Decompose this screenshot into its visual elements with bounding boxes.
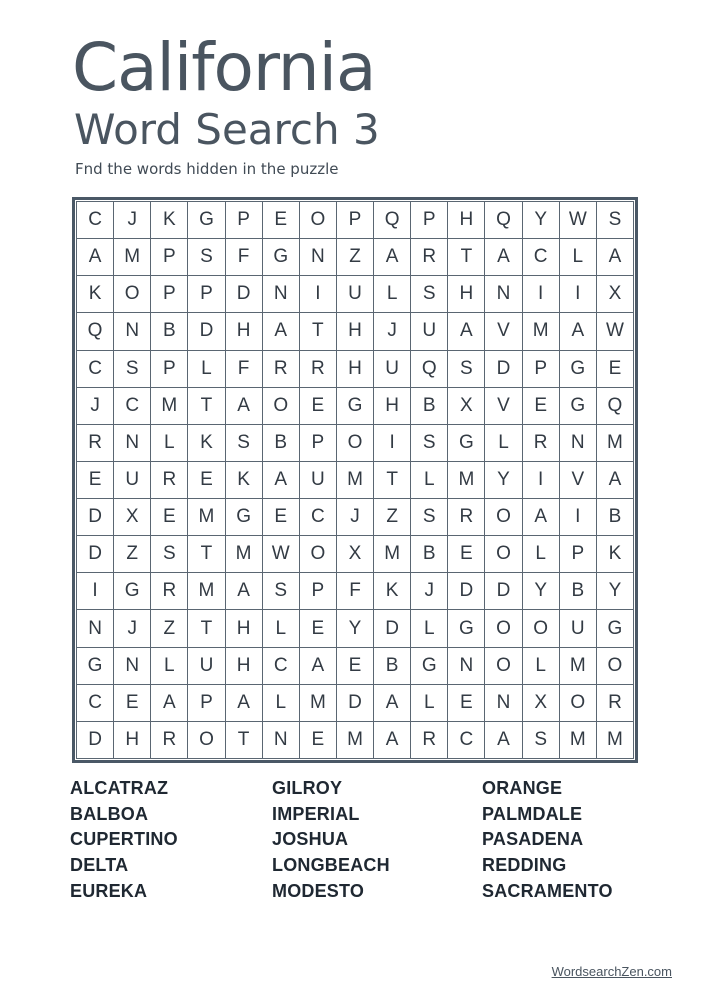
grid-cell[interactable]: C — [523, 239, 560, 276]
grid-cell[interactable]: L — [374, 276, 411, 313]
grid-cell[interactable]: R — [411, 722, 448, 759]
word-item: PASADENA — [482, 829, 584, 850]
grid-cell[interactable]: D — [374, 610, 411, 647]
word-item: MODESTO — [272, 880, 365, 901]
grid-cell[interactable]: A — [263, 462, 300, 499]
grid-cell[interactable]: K — [151, 202, 188, 239]
grid-cell[interactable]: I — [523, 462, 560, 499]
grid-cell[interactable]: T — [188, 388, 225, 425]
grid-cell[interactable]: V — [560, 462, 597, 499]
grid-cell[interactable]: L — [411, 685, 448, 722]
grid-cell[interactable]: R — [411, 239, 448, 276]
grid-cell[interactable]: B — [151, 313, 188, 350]
grid-cell[interactable]: E — [523, 388, 560, 425]
grid-cell[interactable]: Q — [597, 388, 634, 425]
grid-cell[interactable]: L — [523, 648, 560, 685]
grid-cell[interactable]: G — [411, 648, 448, 685]
grid-cell[interactable]: M — [597, 722, 634, 759]
grid-cell[interactable]: C — [114, 388, 151, 425]
grid-cell[interactable]: M — [560, 648, 597, 685]
grid-cell[interactable]: C — [77, 685, 114, 722]
grid-cell[interactable]: Q — [77, 313, 114, 350]
grid-cell[interactable]: F — [337, 573, 374, 610]
grid-cell[interactable]: A — [263, 313, 300, 350]
grid-cell[interactable]: O — [485, 536, 522, 573]
grid-cell[interactable]: M — [374, 536, 411, 573]
site-link[interactable]: WordsearchZen.com — [551, 964, 672, 979]
word-column — [272, 776, 482, 905]
grid-cell[interactable]: E — [337, 648, 374, 685]
grid-cell[interactable]: H — [226, 610, 263, 647]
word-item: LONGBEACH — [272, 855, 390, 876]
grid-cell[interactable]: C — [300, 499, 337, 536]
grid-cell[interactable]: D — [485, 351, 522, 388]
grid-cell[interactable]: H — [226, 648, 263, 685]
grid-cell[interactable]: W — [597, 313, 634, 350]
grid-cell[interactable]: Z — [151, 610, 188, 647]
grid-cell[interactable]: A — [523, 499, 560, 536]
word-item: GILROY — [272, 778, 343, 798]
grid-cell[interactable]: U — [411, 313, 448, 350]
grid-cell[interactable]: M — [226, 536, 263, 573]
grid-cell[interactable]: M — [448, 462, 485, 499]
word-item: IMPERIAL — [272, 803, 360, 824]
word-list — [70, 776, 650, 905]
grid-cell[interactable]: J — [114, 202, 151, 239]
grid-cell[interactable]: A — [448, 313, 485, 350]
grid-cell[interactable]: G — [114, 573, 151, 610]
grid-cell[interactable]: B — [597, 499, 634, 536]
grid-cell[interactable]: G — [448, 425, 485, 462]
page-subtitle: Word Search 3 — [74, 105, 380, 154]
grid-cell[interactable]: H — [337, 313, 374, 350]
grid-cell[interactable]: A — [226, 573, 263, 610]
grid-cell[interactable]: T — [300, 313, 337, 350]
grid-cell[interactable]: S — [448, 351, 485, 388]
grid-cell[interactable]: S — [523, 722, 560, 759]
grid-cell[interactable]: M — [188, 499, 225, 536]
grid-cell[interactable]: H — [448, 202, 485, 239]
grid-cell[interactable]: E — [188, 462, 225, 499]
grid-cell[interactable]: O — [485, 648, 522, 685]
grid-cell[interactable]: R — [151, 573, 188, 610]
grid-cell[interactable]: O — [300, 202, 337, 239]
grid-cell[interactable]: A — [597, 239, 634, 276]
grid-cell[interactable]: X — [597, 276, 634, 313]
grid-cell[interactable]: P — [151, 239, 188, 276]
word-item: JOSHUA — [272, 829, 349, 850]
grid-cell[interactable]: L — [151, 648, 188, 685]
grid-cell[interactable]: U — [188, 648, 225, 685]
grid-cell[interactable]: C — [77, 202, 114, 239]
grid-cell[interactable]: I — [374, 425, 411, 462]
grid-cell[interactable]: E — [263, 202, 300, 239]
grid-cell[interactable]: D — [337, 685, 374, 722]
grid-cell[interactable]: X — [337, 536, 374, 573]
instructions-text: Fnd the words hidden in the puzzle — [75, 160, 339, 178]
grid-cell[interactable]: A — [226, 685, 263, 722]
grid-cell[interactable]: M — [337, 722, 374, 759]
grid-cell[interactable]: P — [523, 351, 560, 388]
word-item: BALBOA — [70, 803, 149, 824]
grid-cell[interactable]: O — [560, 685, 597, 722]
grid-cell[interactable]: Y — [485, 462, 522, 499]
grid-cell[interactable]: D — [485, 573, 522, 610]
grid-cell[interactable]: X — [114, 499, 151, 536]
word-column — [70, 776, 272, 905]
grid-cell[interactable]: A — [77, 239, 114, 276]
grid-cell[interactable]: M — [523, 313, 560, 350]
grid-cell[interactable]: T — [374, 462, 411, 499]
grid-cell[interactable]: G — [188, 202, 225, 239]
grid-cell[interactable]: O — [337, 425, 374, 462]
grid-cell[interactable]: C — [77, 351, 114, 388]
grid-cell[interactable]: Y — [523, 202, 560, 239]
page-title: California — [72, 29, 376, 106]
grid-cell[interactable]: E — [151, 499, 188, 536]
grid-cell[interactable]: D — [226, 276, 263, 313]
word-item: PALMDALE — [482, 803, 583, 824]
grid-cell[interactable]: U — [114, 462, 151, 499]
grid-cell[interactable]: X — [523, 685, 560, 722]
grid-cell[interactable]: R — [263, 351, 300, 388]
grid-cell[interactable]: G — [448, 610, 485, 647]
grid-cell[interactable]: E — [448, 685, 485, 722]
grid-cell[interactable]: E — [263, 499, 300, 536]
grid-cell[interactable]: D — [77, 722, 114, 759]
grid-cell[interactable]: O — [300, 536, 337, 573]
grid-cell[interactable]: K — [77, 276, 114, 313]
grid-cell[interactable]: P — [560, 536, 597, 573]
grid-cell[interactable]: P — [411, 202, 448, 239]
grid-cell[interactable]: S — [151, 536, 188, 573]
grid-cell[interactable]: L — [560, 239, 597, 276]
grid-cell[interactable]: J — [337, 499, 374, 536]
grid-cell[interactable]: N — [560, 425, 597, 462]
grid-cell[interactable]: G — [560, 351, 597, 388]
grid-cell[interactable]: Z — [337, 239, 374, 276]
grid-cell[interactable]: S — [597, 202, 634, 239]
grid-cell[interactable]: T — [188, 536, 225, 573]
letter-grid — [76, 201, 634, 759]
grid-cell[interactable]: O — [263, 388, 300, 425]
grid-cell[interactable]: B — [411, 388, 448, 425]
grid-cell[interactable]: E — [77, 462, 114, 499]
word-column — [482, 776, 650, 905]
grid-cell[interactable]: K — [597, 536, 634, 573]
grid-cell[interactable]: M — [560, 722, 597, 759]
grid-cell[interactable]: N — [485, 685, 522, 722]
grid-cell[interactable]: S — [263, 573, 300, 610]
word-item: ORANGE — [482, 778, 563, 798]
grid-cell[interactable]: A — [485, 239, 522, 276]
grid-cell[interactable]: I — [560, 276, 597, 313]
grid-cell[interactable]: E — [597, 351, 634, 388]
grid-cell[interactable]: L — [411, 462, 448, 499]
puzzle-frame — [72, 197, 638, 763]
grid-cell[interactable]: N — [263, 276, 300, 313]
grid-cell[interactable]: B — [411, 536, 448, 573]
grid-cell[interactable]: F — [226, 239, 263, 276]
grid-cell[interactable]: Y — [597, 573, 634, 610]
grid-cell[interactable]: H — [114, 722, 151, 759]
grid-cell[interactable]: R — [151, 722, 188, 759]
grid-cell[interactable]: E — [448, 536, 485, 573]
grid-cell[interactable]: I — [560, 499, 597, 536]
grid-cell[interactable]: L — [188, 351, 225, 388]
word-item: DELTA — [70, 855, 129, 876]
grid-cell[interactable]: L — [151, 425, 188, 462]
grid-cell[interactable]: V — [485, 388, 522, 425]
grid-cell[interactable]: L — [411, 610, 448, 647]
grid-cell[interactable]: N — [448, 648, 485, 685]
grid-cell[interactable]: Q — [374, 202, 411, 239]
grid-cell[interactable]: C — [263, 648, 300, 685]
grid-cell[interactable]: I — [300, 276, 337, 313]
grid-cell[interactable]: Q — [411, 351, 448, 388]
grid-cell[interactable]: G — [263, 239, 300, 276]
grid-cell[interactable]: R — [300, 351, 337, 388]
grid-cell[interactable]: W — [263, 536, 300, 573]
grid-cell[interactable]: L — [485, 425, 522, 462]
grid-cell[interactable]: A — [151, 685, 188, 722]
grid-cell[interactable]: K — [374, 573, 411, 610]
grid-cell[interactable]: Q — [485, 202, 522, 239]
grid-cell[interactable]: D — [448, 573, 485, 610]
grid-cell[interactable]: X — [448, 388, 485, 425]
grid-cell[interactable]: H — [374, 388, 411, 425]
grid-cell[interactable]: P — [151, 351, 188, 388]
grid-cell[interactable]: P — [188, 276, 225, 313]
grid-cell[interactable]: H — [226, 313, 263, 350]
grid-cell[interactable]: N — [485, 276, 522, 313]
grid-cell[interactable]: B — [560, 573, 597, 610]
grid-cell[interactable]: U — [337, 276, 374, 313]
grid-cell[interactable]: R — [448, 499, 485, 536]
grid-cell[interactable]: N — [263, 722, 300, 759]
grid-cell[interactable]: P — [226, 202, 263, 239]
grid-cell[interactable]: N — [300, 239, 337, 276]
grid-cell[interactable]: M — [188, 573, 225, 610]
grid-cell[interactable]: P — [188, 685, 225, 722]
grid-cell[interactable]: P — [151, 276, 188, 313]
grid-cell[interactable]: U — [560, 610, 597, 647]
grid-cell[interactable]: D — [77, 499, 114, 536]
grid-cell[interactable]: R — [523, 425, 560, 462]
grid-cell[interactable]: S — [411, 276, 448, 313]
grid-cell[interactable]: A — [374, 239, 411, 276]
grid-cell[interactable]: G — [77, 648, 114, 685]
grid-cell[interactable]: P — [300, 573, 337, 610]
grid-cell[interactable]: T — [226, 722, 263, 759]
grid-cell[interactable]: R — [77, 425, 114, 462]
grid-cell[interactable]: A — [374, 685, 411, 722]
grid-cell[interactable]: D — [188, 313, 225, 350]
grid-cell[interactable]: T — [188, 610, 225, 647]
grid-cell[interactable]: S — [411, 499, 448, 536]
grid-cell[interactable]: V — [485, 313, 522, 350]
grid-cell[interactable]: O — [485, 610, 522, 647]
grid-cell[interactable]: P — [300, 425, 337, 462]
word-item: EUREKA — [70, 880, 148, 901]
grid-cell[interactable]: P — [337, 202, 374, 239]
grid-cell[interactable]: U — [374, 351, 411, 388]
grid-cell[interactable]: M — [300, 685, 337, 722]
grid-cell[interactable]: L — [263, 610, 300, 647]
grid-cell[interactable]: N — [114, 425, 151, 462]
grid-cell[interactable]: O — [188, 722, 225, 759]
grid-cell[interactable]: N — [114, 648, 151, 685]
grid-cell[interactable]: O — [597, 648, 634, 685]
grid-cell[interactable]: H — [337, 351, 374, 388]
grid-cell[interactable]: A — [560, 313, 597, 350]
grid-cell[interactable]: M — [337, 462, 374, 499]
grid-cell[interactable]: A — [226, 388, 263, 425]
grid-cell[interactable]: B — [374, 648, 411, 685]
word-item: ALCATRAZ — [70, 778, 169, 798]
grid-cell[interactable]: M — [151, 388, 188, 425]
grid-cell[interactable]: J — [77, 388, 114, 425]
grid-cell[interactable]: O — [523, 610, 560, 647]
grid-cell[interactable]: G — [337, 388, 374, 425]
grid-cell[interactable]: N — [77, 610, 114, 647]
grid-cell[interactable]: L — [523, 536, 560, 573]
grid-cell[interactable]: E — [300, 722, 337, 759]
grid-cell[interactable]: A — [300, 648, 337, 685]
grid-cell[interactable]: W — [560, 202, 597, 239]
grid-cell[interactable]: A — [485, 722, 522, 759]
word-item: SACRAMENTO — [482, 880, 613, 901]
grid-cell[interactable]: S — [226, 425, 263, 462]
grid-cell[interactable]: G — [226, 499, 263, 536]
grid-cell[interactable]: S — [114, 351, 151, 388]
grid-cell[interactable]: R — [151, 462, 188, 499]
grid-cell[interactable]: F — [226, 351, 263, 388]
grid-cell[interactable]: I — [523, 276, 560, 313]
grid-cell[interactable]: Z — [114, 536, 151, 573]
word-item: CUPERTINO — [70, 829, 178, 850]
grid-cell[interactable]: N — [114, 313, 151, 350]
grid-cell[interactable]: M — [597, 425, 634, 462]
grid-cell[interactable]: A — [374, 722, 411, 759]
grid-cell[interactable]: Y — [523, 573, 560, 610]
grid-cell[interactable]: H — [448, 276, 485, 313]
grid-cell[interactable]: S — [188, 239, 225, 276]
grid-cell[interactable]: Y — [337, 610, 374, 647]
grid-cell[interactable]: B — [263, 425, 300, 462]
grid-cell[interactable]: O — [485, 499, 522, 536]
grid-cell[interactable]: S — [411, 425, 448, 462]
grid-cell[interactable]: D — [77, 536, 114, 573]
grid-cell[interactable]: I — [77, 573, 114, 610]
grid-cell[interactable]: O — [114, 276, 151, 313]
grid-cell[interactable]: K — [226, 462, 263, 499]
grid-cell[interactable]: A — [597, 462, 634, 499]
grid-cell[interactable]: J — [114, 610, 151, 647]
grid-cell[interactable]: R — [597, 685, 634, 722]
grid-cell[interactable]: T — [448, 239, 485, 276]
grid-cell[interactable]: K — [188, 425, 225, 462]
grid-cell[interactable]: E — [114, 685, 151, 722]
grid-cell[interactable]: M — [114, 239, 151, 276]
grid-cell[interactable]: G — [597, 610, 634, 647]
grid-cell[interactable]: E — [300, 388, 337, 425]
word-item: REDDING — [482, 855, 567, 876]
grid-cell[interactable]: U — [300, 462, 337, 499]
grid-cell[interactable]: G — [560, 388, 597, 425]
grid-cell[interactable]: E — [300, 610, 337, 647]
grid-cell[interactable]: Z — [374, 499, 411, 536]
grid-cell[interactable]: J — [411, 573, 448, 610]
grid-cell[interactable]: C — [448, 722, 485, 759]
grid-cell[interactable]: J — [374, 313, 411, 350]
grid-cell[interactable]: L — [263, 685, 300, 722]
